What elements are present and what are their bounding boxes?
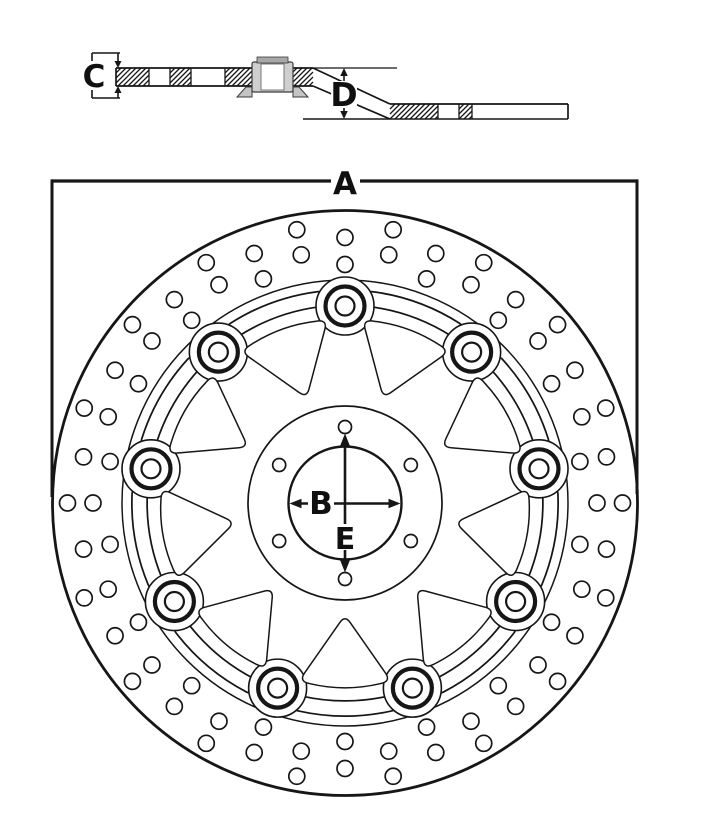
dim-label-bolt-circle: E <box>334 522 356 557</box>
dim-label-bore: B <box>309 486 333 522</box>
dim-label-outer-diameter: A <box>333 166 357 202</box>
front-view <box>52 166 638 796</box>
dim-label-thickness: C <box>82 59 106 95</box>
cross-section-view <box>81 53 568 119</box>
dim-label-offset: D <box>330 75 358 114</box>
front-view-geometry <box>52 179 638 795</box>
